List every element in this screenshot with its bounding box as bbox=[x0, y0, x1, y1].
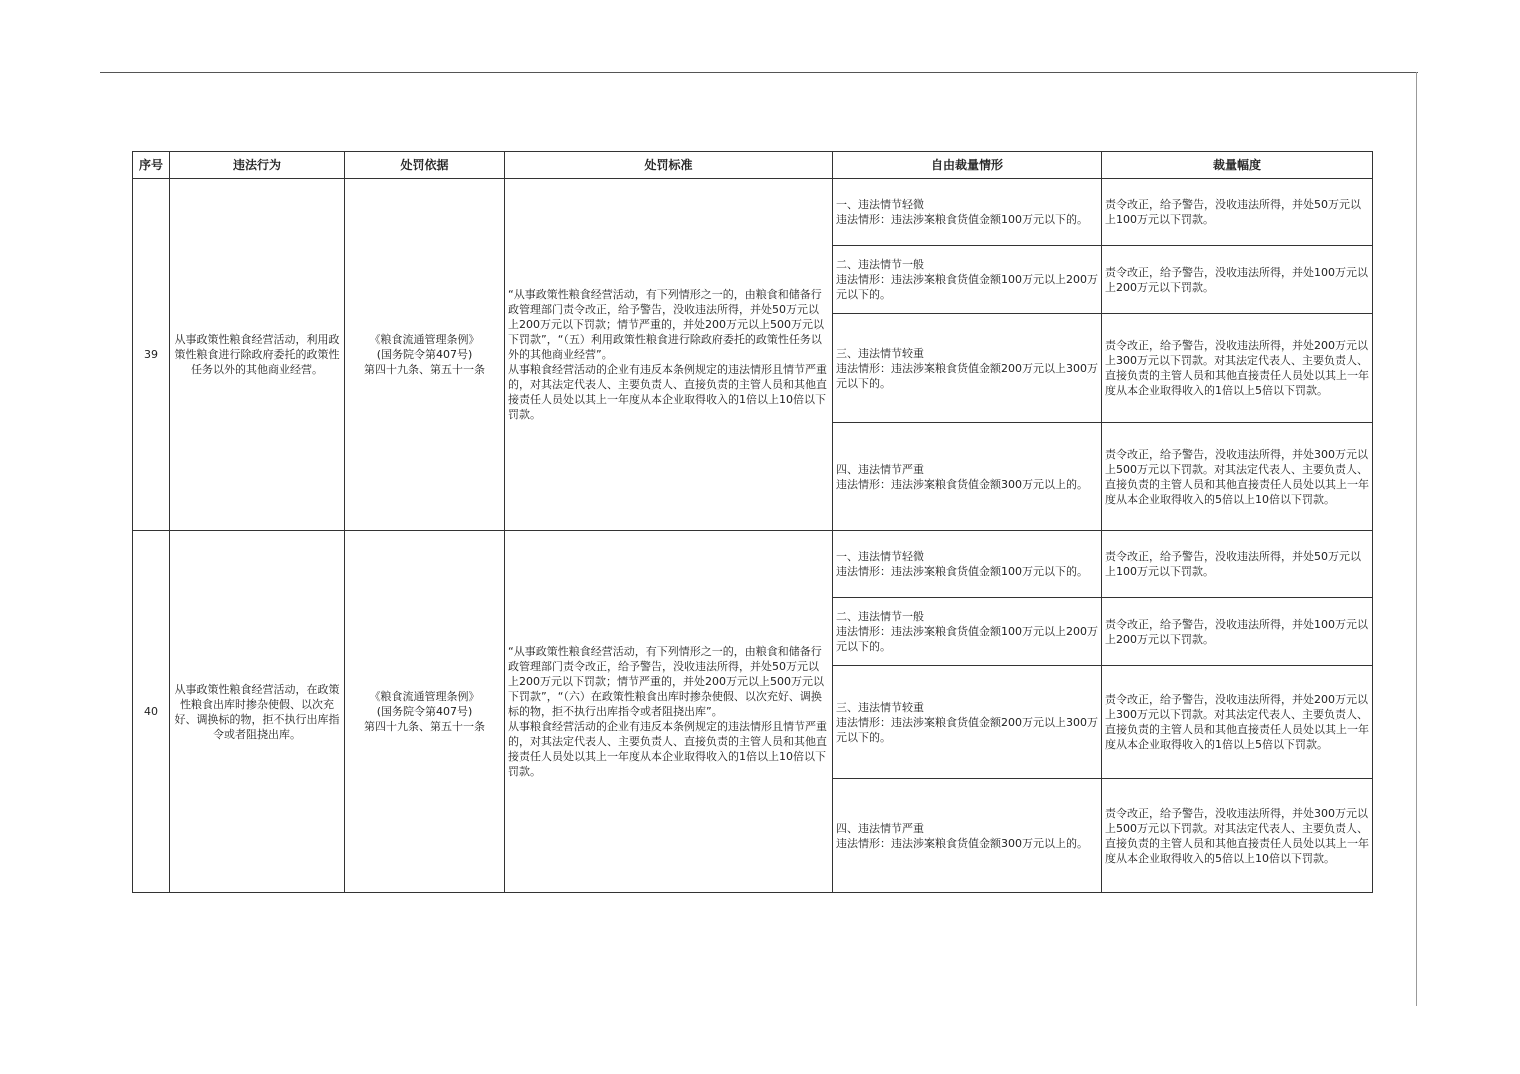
header-discretion-range: 裁量幅度 bbox=[1102, 152, 1373, 179]
row-40-number: 40 bbox=[133, 531, 170, 893]
header-violation: 违法行为 bbox=[170, 152, 345, 179]
row-39-range-4: 责令改正，给予警告，没收违法所得，并处300万元以上500万元以下罚款。对其法定代表人、主要负责人、直接负责的主管人员和其他直接责任人员处以其上一年度从本企业取得收入的5倍以上10倍以下罚款。 bbox=[1102, 423, 1373, 531]
row-39-range-3: 责令改正，给予警告，没收违法所得，并处200万元以上300万元以下罚款。对其法定代表人、主要负责人、直接负责的主管人员和其他直接责任人员处以其上一年度从本企业取得收入的1倍以上5倍以下罚款。 bbox=[1102, 314, 1373, 423]
page-right-rule bbox=[1416, 72, 1417, 1006]
table-body bbox=[133, 179, 1373, 893]
header-row bbox=[133, 152, 1373, 179]
row-39-violation: 从事政策性粮食经营活动，利用政策性粮食进行除政府委托的政策性任务以外的其他商业经营。 bbox=[170, 179, 345, 531]
row-39-range-2: 责令改正，给予警告，没收违法所得，并处100万元以上200万元以下罚款。 bbox=[1102, 246, 1373, 314]
row-39-situation-1: 一、违法情节轻微 违法情形：违法涉案粮食货值金额100万元以下的。 bbox=[833, 179, 1102, 246]
row-40-basis: 《粮食流通管理条例》 (国务院令第407号) 第四十九条、第五十一条 bbox=[345, 531, 505, 893]
row-40-range-2: 责令改正，给予警告，没收违法所得，并处100万元以上200万元以下罚款。 bbox=[1102, 598, 1373, 666]
table-row bbox=[133, 179, 1373, 246]
header-discretion-situation: 自由裁量情形 bbox=[833, 152, 1102, 179]
row-39-situation-3: 三、违法情节较重 违法情形：违法涉案粮食货值金额200万元以上300万元以下的。 bbox=[833, 314, 1102, 423]
row-40-situation-2: 二、违法情节一般 违法情形：违法涉案粮食货值金额100万元以上200万元以下的。 bbox=[833, 598, 1102, 666]
table-row bbox=[133, 531, 1373, 598]
row-40-range-1: 责令改正，给予警告，没收违法所得，并处50万元以上100万元以下罚款。 bbox=[1102, 531, 1373, 598]
header-serial-number: 序号 bbox=[133, 152, 170, 179]
row-39-situation-4: 四、违法情节严重 违法情形：违法涉案粮食货值金额300万元以上的。 bbox=[833, 423, 1102, 531]
row-39-range-1: 责令改正，给予警告，没收违法所得，并处50万元以上100万元以下罚款。 bbox=[1102, 179, 1373, 246]
row-40-range-3: 责令改正，给予警告，没收违法所得，并处200万元以上300万元以下罚款。对其法定代表人、主要负责人、直接负责的主管人员和其他直接责任人员处以其上一年度从本企业取得收入的1倍以上5倍以下罚款。 bbox=[1102, 666, 1373, 779]
row-40-violation: 从事政策性粮食经营活动，在政策性粮食出库时掺杂使假、以次充好、调换标的物，拒不执行出库指令或者阻挠出库。 bbox=[170, 531, 345, 893]
row-40-standard: “从事政策性粮食经营活动，有下列情形之一的，由粮食和储备行政管理部门责令改正，给予警告，没收违法所得，并处50万元以上200万元以下罚款；情节严重的，并处200万元以上500万元以下罚款”，“（六）在政策性粮食出库时掺杂使假、以次充好、调换标的物，拒不执行出库指令或者阻挠出库”。 从事粮食经营活动的企业有违反本条例规定的违法情形且情节严重的，对其法定代表人、主要负责人、直接负责的主管人员和其他直接责任人员处以其上一年度从本企业取得收入的1倍以上10倍以下罚款。 bbox=[505, 531, 833, 893]
row-39-situation-2: 二、违法情节一般 违法情形：违法涉案粮食货值金额100万元以上200万元以下的。 bbox=[833, 246, 1102, 314]
header-penalty-standard: 处罚标准 bbox=[505, 152, 833, 179]
row-39-basis: 《粮食流通管理条例》 (国务院令第407号) 第四十九条、第五十一条 bbox=[345, 179, 505, 531]
page-top-rule bbox=[100, 72, 1418, 73]
header-penalty-basis: 处罚依据 bbox=[345, 152, 505, 179]
row-40-range-4: 责令改正，给予警告，没收违法所得，并处300万元以上500万元以下罚款。对其法定代表人、主要负责人、直接负责的主管人员和其他直接责任人员处以其上一年度从本企业取得收入的5倍以上10倍以下罚款。 bbox=[1102, 779, 1373, 893]
penalty-discretion-table bbox=[132, 151, 1373, 893]
row-40-situation-1: 一、违法情节轻微 违法情形：违法涉案粮食货值金额100万元以下的。 bbox=[833, 531, 1102, 598]
row-40-situation-4: 四、违法情节严重 违法情形：违法涉案粮食货值金额300万元以上的。 bbox=[833, 779, 1102, 893]
row-39-number: 39 bbox=[133, 179, 170, 531]
table-header bbox=[133, 152, 1373, 179]
row-40-situation-3: 三、违法情节较重 违法情形：违法涉案粮食货值金额200万元以上300万元以下的。 bbox=[833, 666, 1102, 779]
row-39-standard: “从事政策性粮食经营活动，有下列情形之一的，由粮食和储备行政管理部门责令改正，给予警告，没收违法所得，并处50万元以上200万元以下罚款；情节严重的，并处200万元以上500万元以下罚款”，“（五）利用政策性粮食进行除政府委托的政策性任务以外的其他商业经营”。 从事粮食经营活动的企业有违反本条例规定的违法情形且情节严重的，对其法定代表人、主要负责人、直接负责的主管人员和其他直接责任人员处以其上一年度从本企业取得收入的1倍以上10倍以下罚款。 bbox=[505, 179, 833, 531]
